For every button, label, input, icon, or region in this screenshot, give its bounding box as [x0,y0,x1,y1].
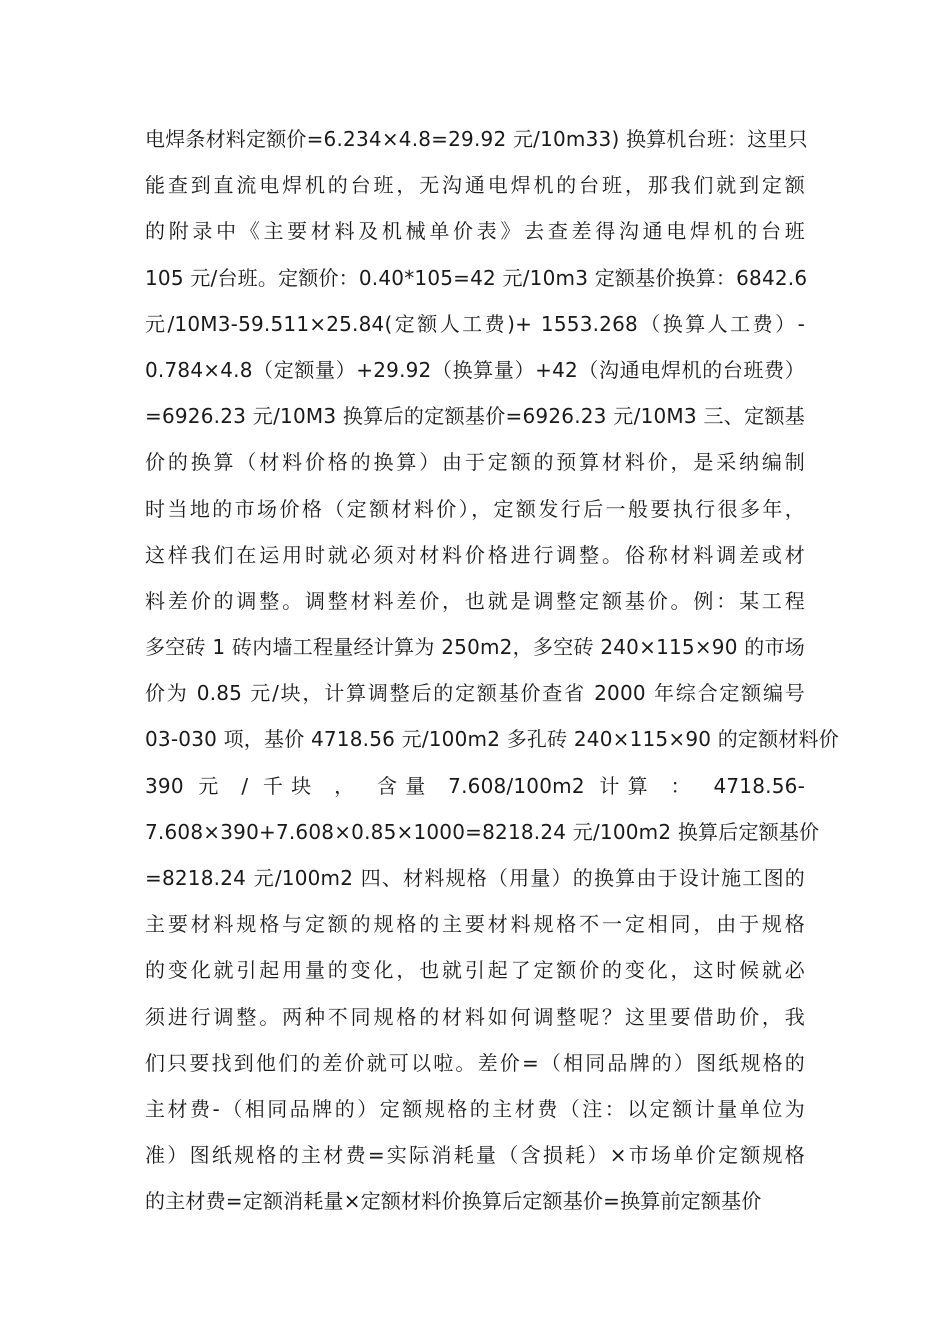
text-line: 们只要找到他们的差价就可以啦。差价=（相同品牌的）图纸规格的 [145,1050,805,1075]
text-line: 主要材料规格与定额的规格的主要材料规格不一定相同，由于规格 [145,912,805,937]
text-line: 7.608×390+7.608×0.85×1000=8218.24 元/100m2 换算后定额基价 [145,819,820,844]
text-line: 主材费-（相同品牌的）定额规格的主材费（注：以定额计量单位为 [145,1096,805,1121]
text-line: 元/10M3-59.511×25.84(定额人工费)+ 1553.268（换算人工费）- [145,311,805,336]
text-line: 390 元 / 千块 ， 含量 7.608/100m2 计算 ： 4718.56- [145,773,805,798]
text-line: =6926.23 元/10M3 换算后的定额基价=6926.23 元/10M3 三、定额基 [145,404,805,429]
text-line: =8218.24 元/100m2 四、材料规格（用量）的换算由于设计施工图的 [145,866,805,890]
text-line: 能查到直流电焊机的台班，无沟通电焊机的台班，那我们就到定额 [145,173,805,198]
body-paragraph [145,116,839,1225]
text-line: 的主材费=定额消耗量×定额材料价换算后定额基价=换算前定额基价 [145,1189,762,1214]
text-line: 准）图纸规格的主材费=实际消耗量（含损耗）×市场单价定额规格 [145,1143,805,1168]
text-line: 的变化就引起用量的变化，也就引起了定额价的变化，这时候就必 [145,958,805,983]
text-line: 价为 0.85 元/块，计算调整后的定额基价查省 2000 年综合定额编号 [145,681,805,706]
text-line: 须进行调整。两种不同规格的材料如何调整呢？这里要借助价，我 [145,1004,805,1029]
text-line: 料差价的调整。调整材料差价，也就是调整定额基价。例：某工程 [145,588,805,613]
text-line: 电焊条材料定额价=6.234×4.8=29.92 元/10m33) 换算机台班：这里只 [145,127,808,151]
text-line: 105 元/台班。定额价：0.40*105=42 元/10m3 定额基价换算：6842.6 [145,265,808,290]
text-line: 0.784×4.8（定额量）+29.92（换算量）+42（沟通电焊机的台班费） [145,357,805,382]
text-line: 这样我们在运用时就必须对材料价格进行调整。俗称材料调差或材 [145,542,805,567]
text-line: 多空砖 1 砖内墙工程量经计算为 250m2，多空砖 240×115×90 的市场 [145,635,805,660]
text-line: 的附录中《主要材料及机械单价表》去查差得沟通电焊机的台班 [145,219,805,244]
text-line: 价的换算（材料价格的换算）由于定额的预算材料价，是采纳编制 [145,450,805,475]
text-line: 时当地的市场价格（定额材料价），定额发行后一般要执行很多年， [145,496,805,521]
text-line: 03-030 项，基价 4718.56 元/100m2 多孔砖 240×115×90 的定额材料价 [145,727,839,752]
